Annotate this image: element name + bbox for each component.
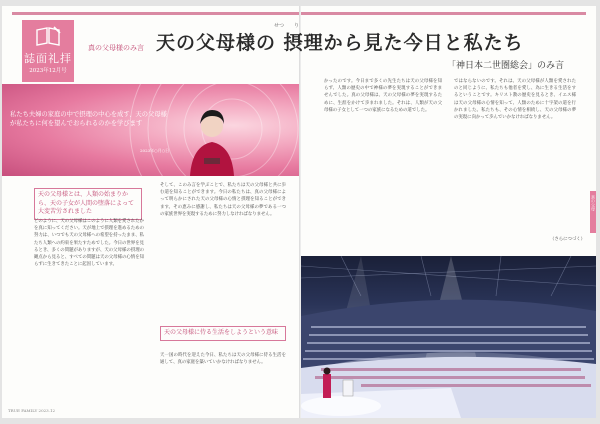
col2b-body: 天一国の時代を迎えた今日、私たちは天の父母様に侍る生活を通して、真の家庭を築いていかなければなりません。 [160, 353, 286, 366]
continued-note: （さらにつづく） [550, 237, 586, 242]
book-icon [35, 26, 61, 46]
ruby-2: り [294, 23, 300, 29]
right-column-2 [454, 78, 576, 228]
side-tab [590, 191, 596, 233]
left-column-2 [160, 182, 286, 322]
side-tab-label: 真の父母 [591, 195, 596, 211]
col2-body: そして、このみ言を学ぶことで、私たちは天の父母様と共に歩む道を知ることができます。今日の私たちは、真の父母様によって明らかにされた天の父母様の心情と摂理を知ることができます。その恵みに感謝し、私たちは天の父母様の夢である一つの家族世界を実現するために努力しなければなりません。 [160, 183, 286, 217]
lead-heading: 天の父母様とは、人類の始まりから、天の子女が人間の堕落によって大変苦労されました [34, 188, 142, 220]
title-part-2: 摂理から見た今日と私たち [283, 32, 524, 54]
badge-issue: 2023年12月号 [29, 68, 67, 74]
speaker-photo [2, 84, 299, 176]
series-label: 真の父母様のみ言 [88, 44, 144, 52]
ruby-1: せつ [274, 23, 285, 29]
arena-photo [301, 256, 596, 418]
article-subtitle: 「神日本二世圏総会」のみ言 [447, 61, 565, 71]
section-badge [22, 20, 74, 82]
intro-text: 私たち夫婦の家庭の中で摂理の中心を成す、天の父母様が私たちに何を望んでおられるのかを学びます [10, 111, 167, 127]
col3-body: かったのです。今日まで多くの先生たちは天の父母様を知らず、人類の歴史の中で神様の夢を実現することができませんでした。真の父母様は、天の父母様の夢を実現するために、生涯をかけて歩まれました。それは、人類が天の父母様の子女として一つの家族になるための道でした。 [324, 79, 442, 113]
badge-title: 誌面礼拝 [24, 52, 72, 65]
left-column-1 [34, 218, 144, 404]
title-part-1: 天の父母様の [156, 32, 277, 54]
right-column-1 [324, 78, 442, 248]
col1-body: どのように、天の父母様はこのように人類を愛されたかを真に知ってください。天が地上で摂理を進めるための努力は、いつでも天の父母様への希望を持ったまま、私たち人類への約束を果たすためでした。今日の世界を見るとき、多くの問題がありますが、天の父母様の摂理の観点から見ると、すべての問題は天の父母様の心情を知らずに生きてきたことに起因しています。 [34, 219, 144, 268]
article-title [156, 28, 524, 55]
section-heading: 天の父母様に侍る生活をしようという意味 [160, 326, 286, 341]
speaker-figure [182, 102, 242, 176]
page-footer: TRUE FAMILY 2023.12 [8, 408, 56, 413]
col4-body: ではならないのです。それは、天の父母様が人類を愛されたのと同じように、私たちも他者を愛し、為に生きる生活をするということです。キリスト教の歴史を見るとき、イエス様は天の父母様の心情を知って、人類のために十字架の道を行かれました。私たちも、その心情を相続し、天の父母様の夢の実現に向かって歩んでいかなければなりません。 [454, 79, 576, 121]
photo-credit: 2023年○月○日 [140, 148, 170, 153]
podium [343, 380, 353, 396]
magazine-spread [2, 6, 596, 418]
left-column-2b [160, 352, 286, 404]
stage-speaker [323, 374, 331, 398]
